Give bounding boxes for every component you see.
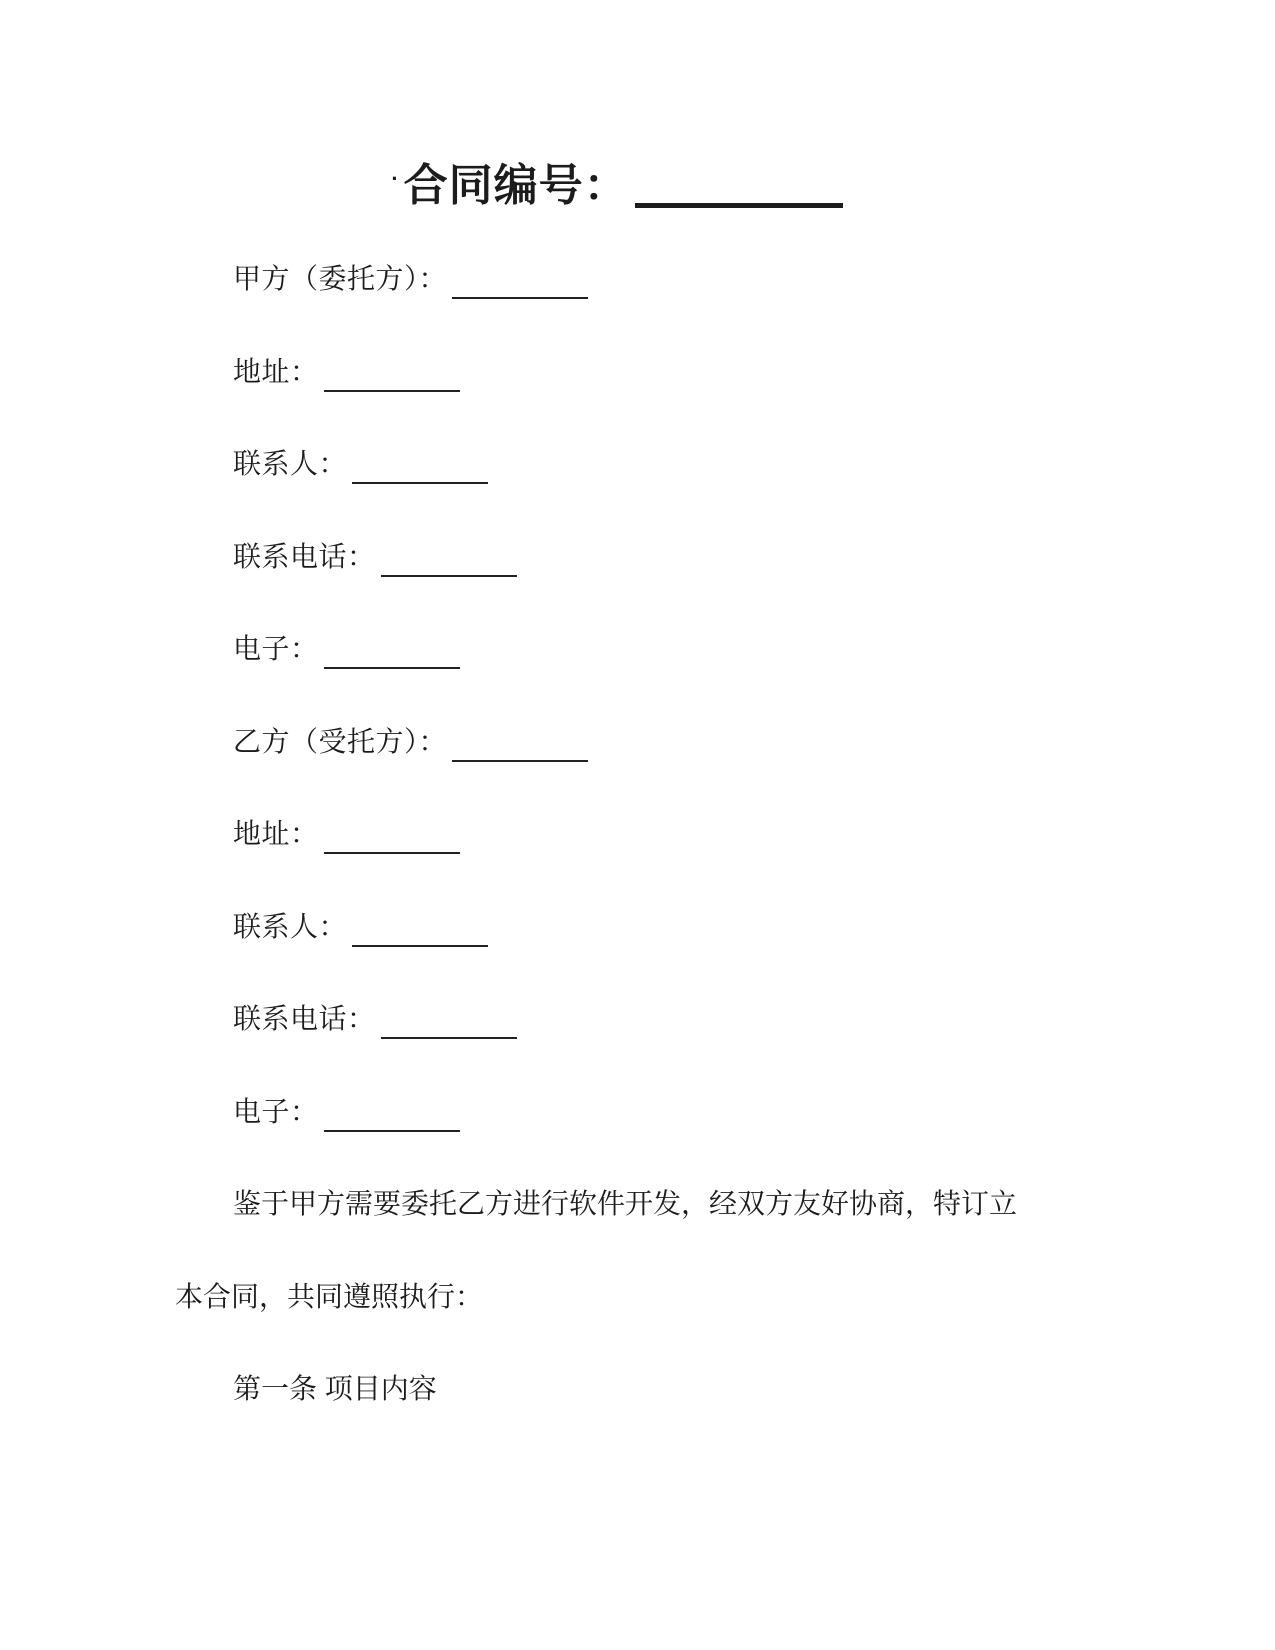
field-label: 电子： [233, 633, 319, 665]
fill-in-blank [324, 1102, 460, 1132]
fill-in-blank [452, 269, 588, 299]
field-label: 联系电话： [233, 540, 376, 572]
fill-in-blank [324, 639, 460, 669]
field-label: 甲方（委托方）： [233, 263, 448, 295]
title-bullet-dot: · [391, 166, 400, 191]
preamble-line-1 [175, 1158, 1115, 1251]
contract-title [147, 148, 1087, 217]
preamble-text: 本合同，共同遵照执行： [175, 1280, 484, 1312]
preamble-line-2 [175, 1251, 1115, 1344]
section-heading-text: 第一条 项目内容 [233, 1373, 437, 1405]
field-label: 地址： [233, 818, 319, 850]
contract-number-blank [635, 203, 843, 208]
field-row-phone-a [175, 511, 1115, 604]
section-heading-article-1 [175, 1343, 1115, 1436]
fill-in-blank [352, 454, 488, 484]
field-label: 联系人： [233, 910, 348, 942]
fill-in-blank [381, 547, 517, 577]
field-row-address-a [175, 326, 1115, 419]
fill-in-blank [452, 732, 588, 762]
field-row-email-b [175, 1066, 1115, 1159]
field-row-contact-b [175, 881, 1115, 974]
preamble-text: 鉴于甲方需要委托乙方进行软件开发，经双方友好协商，特订立 [233, 1188, 1018, 1220]
field-row-address-b [175, 788, 1115, 881]
field-row-contact-a [175, 418, 1115, 511]
field-label: 联系人： [233, 448, 348, 480]
field-row-phone-b [175, 973, 1115, 1066]
fill-in-blank [352, 917, 488, 947]
field-label: 联系电话： [233, 1003, 376, 1035]
field-row-party-a [175, 233, 1115, 326]
field-label: 电子： [233, 1095, 319, 1127]
field-lines [175, 233, 1115, 1436]
fill-in-blank [324, 362, 460, 392]
field-row-email-a [175, 603, 1115, 696]
contract-number-label: 合同编号： [403, 161, 629, 210]
field-label: 乙方（受托方）： [233, 725, 448, 757]
field-row-party-b [175, 696, 1115, 789]
fill-in-blank [381, 1009, 517, 1039]
fill-in-blank [324, 824, 460, 854]
field-label: 地址： [233, 355, 319, 387]
